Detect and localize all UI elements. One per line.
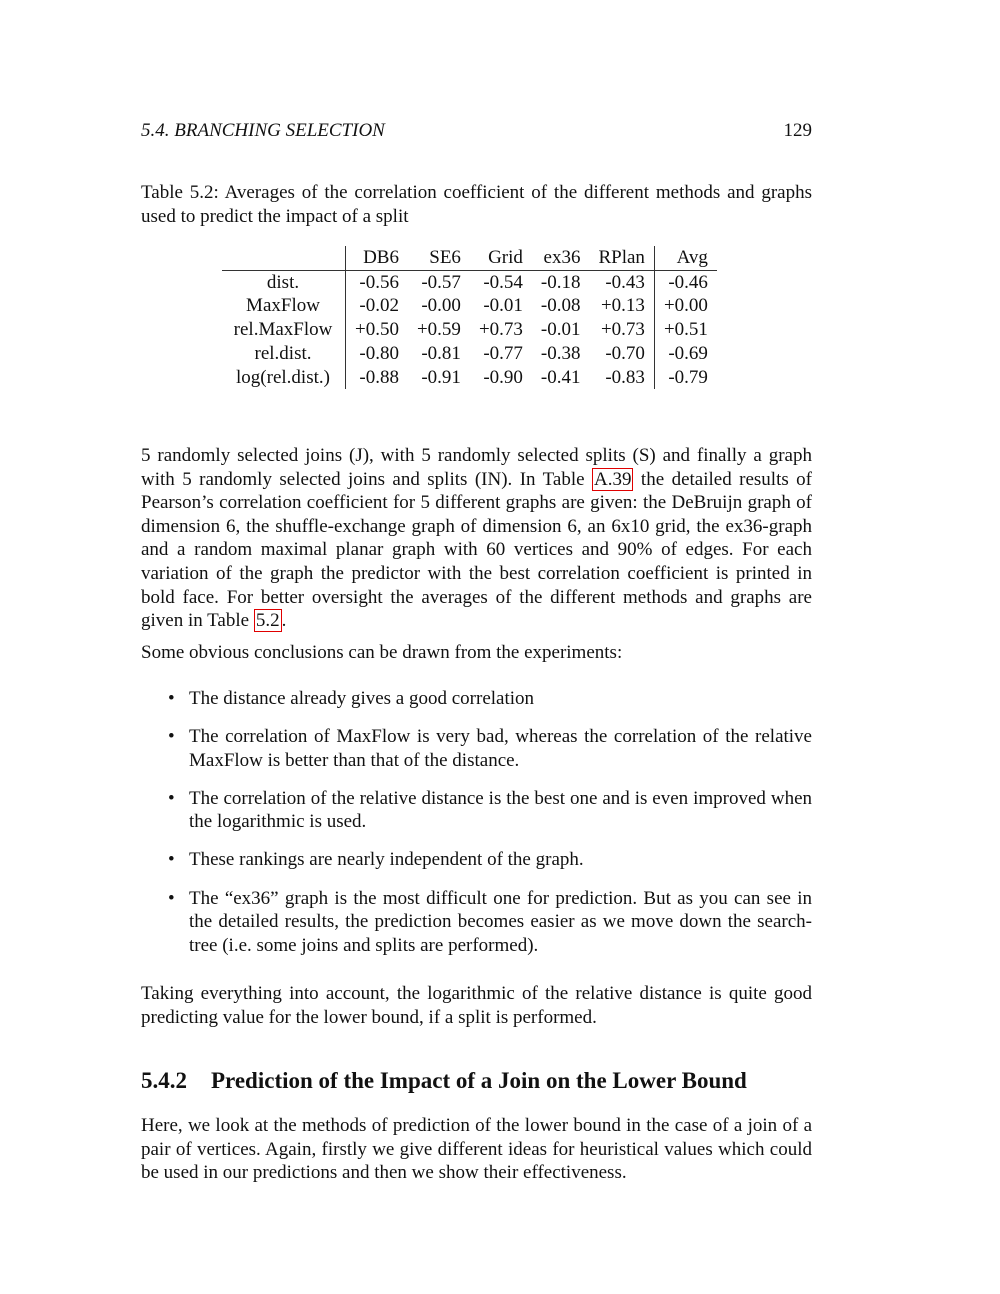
paragraph-text: the detailed results of Pearson’s correlation coefficient for 5 different graphs are given: the DeBruijn graph of dimension 6, the shuffle-exchange graph of dimension 6, an 6x10 grid, the ex36-graph and a random maximal planar graph with 60 vertices and 90% of edges. For each variation of the graph the predictor with the best correlation coefficient is printed in bold face. For better oversight the averages of the different methods and graphs are given in Table xyxy=(141,468,813,632)
table-cell: +0.59 xyxy=(416,319,461,341)
paragraph-join-intro: Here, we look at the methods of prediction of the lower bound in the case of a join of a pair of vertices. Again, firstly we give different ideas for heuristical values which could be used in our predictions and then we show their effectiveness. xyxy=(141,1115,812,1184)
row-label: MaxFlow xyxy=(222,294,346,318)
table-cell: -0.54 xyxy=(483,271,523,293)
table-cell: -0.01 xyxy=(483,295,523,317)
table-cell: -0.90 xyxy=(483,366,523,388)
page-number: 129 xyxy=(783,120,812,141)
table-cell: -0.80 xyxy=(359,342,399,364)
column-header: Grid xyxy=(470,246,532,270)
table-row xyxy=(222,294,717,318)
list-item-text: The distance already gives a good correlation xyxy=(189,688,535,709)
table-cell: -0.57 xyxy=(421,271,461,293)
table-cell: +0.00 xyxy=(663,295,708,317)
subsection-title: Prediction of the Impact of a Join on the Lower Bound xyxy=(211,1068,747,1093)
table-cell: -0.69 xyxy=(668,342,708,364)
table-cell: -0.81 xyxy=(421,342,461,364)
table-cell: -0.79 xyxy=(668,366,708,388)
list-item-text: These rankings are nearly independent of the graph. xyxy=(189,849,584,871)
table-caption: Table 5.2: Averages of the correlation coefficient of the different methods and graphs used to predict the impact of a split xyxy=(141,182,812,227)
list-item xyxy=(141,887,812,958)
table-cell: -0.38 xyxy=(540,342,581,364)
column-header: ex36 xyxy=(532,246,590,270)
table-cell: +0.13 xyxy=(589,294,654,318)
list-item xyxy=(141,787,812,834)
paragraph-conclusions-intro: Some obvious conclusions can be drawn from the experiments: xyxy=(141,642,623,663)
table-row xyxy=(222,366,717,390)
list-item-text: The correlation of the relative distance is the best one and is even improved when the logarithmic is used. xyxy=(189,787,812,833)
table-cell: +0.73 xyxy=(589,318,654,342)
table-cell: -0.88 xyxy=(359,366,399,388)
list-item xyxy=(141,848,812,872)
list-item xyxy=(141,725,812,772)
table-cell: -0.02 xyxy=(359,295,399,317)
table-cell: -0.08 xyxy=(540,295,581,317)
table-cell: -0.01 xyxy=(540,319,581,341)
row-label: log(rel.dist.) xyxy=(222,366,346,390)
bullet-icon: • xyxy=(168,887,175,909)
table-cell: -0.56 xyxy=(359,271,399,293)
table-row xyxy=(222,342,717,366)
subsection-heading xyxy=(141,1067,812,1095)
row-label: rel.MaxFlow xyxy=(222,318,346,342)
bullet-icon: • xyxy=(168,787,175,809)
column-header: Avg xyxy=(654,246,716,270)
table-cell: -0.43 xyxy=(589,270,654,294)
table-cell: -0.70 xyxy=(589,342,654,366)
table-cell: +0.73 xyxy=(478,319,523,341)
table-row xyxy=(222,270,717,294)
paragraph-experiment-description xyxy=(141,444,812,633)
running-header xyxy=(141,119,812,143)
row-label: dist. xyxy=(222,270,346,294)
paragraph-summary: Taking everything into account, the logarithmic of the relative distance is quite good predicting value for the lower bound, if a split is performed. xyxy=(141,983,812,1028)
results-table xyxy=(222,246,717,389)
table-cell: +0.51 xyxy=(663,319,708,341)
table-cell: -0.91 xyxy=(421,366,461,388)
paragraph-text: 5 randomly selected joins (J), with 5 randomly selected splits (S) and finally a graph with 5 randomly selected joins and splits (IN). In Table xyxy=(141,445,812,490)
table-cell: -0.41 xyxy=(540,366,581,388)
bullet-icon: • xyxy=(168,849,175,871)
bullet-icon: • xyxy=(168,726,175,748)
bullet-icon: • xyxy=(168,688,175,709)
column-header: DB6 xyxy=(346,246,408,270)
list-item xyxy=(141,687,812,711)
row-label: rel.dist. xyxy=(222,342,346,366)
table-cell: -0.18 xyxy=(540,271,581,293)
table-cell: -0.00 xyxy=(421,295,461,317)
paragraph-text: . xyxy=(281,610,287,632)
table-corner-cell xyxy=(222,246,346,270)
table-header-row xyxy=(222,246,717,270)
table-row xyxy=(222,318,717,342)
column-header: SE6 xyxy=(408,246,470,270)
section-title: 5.4. BRANCHING SELECTION xyxy=(141,120,385,141)
table-reference-link[interactable]: 5.2 xyxy=(255,610,280,632)
table-cell: -0.77 xyxy=(483,342,523,364)
table-cell: +0.50 xyxy=(355,319,399,341)
table-cell: -0.46 xyxy=(668,271,708,293)
list-item-text: The correlation of MaxFlow is very bad, whereas the correlation of the relative MaxFlow is better than that of the distance. xyxy=(189,726,812,771)
table-cell: -0.83 xyxy=(589,366,654,390)
table-reference-link[interactable]: A.39 xyxy=(594,468,632,490)
column-header: RPlan xyxy=(589,246,654,270)
conclusions-list xyxy=(141,687,812,972)
list-item-text: The “ex36” graph is the most difficult one for prediction. But as you can see in the detailed results, the prediction becomes easier as we move down the search-tree (i.e. some joins and splits are performed). xyxy=(189,887,812,956)
subsection-number: 5.4.2 xyxy=(141,1068,187,1093)
